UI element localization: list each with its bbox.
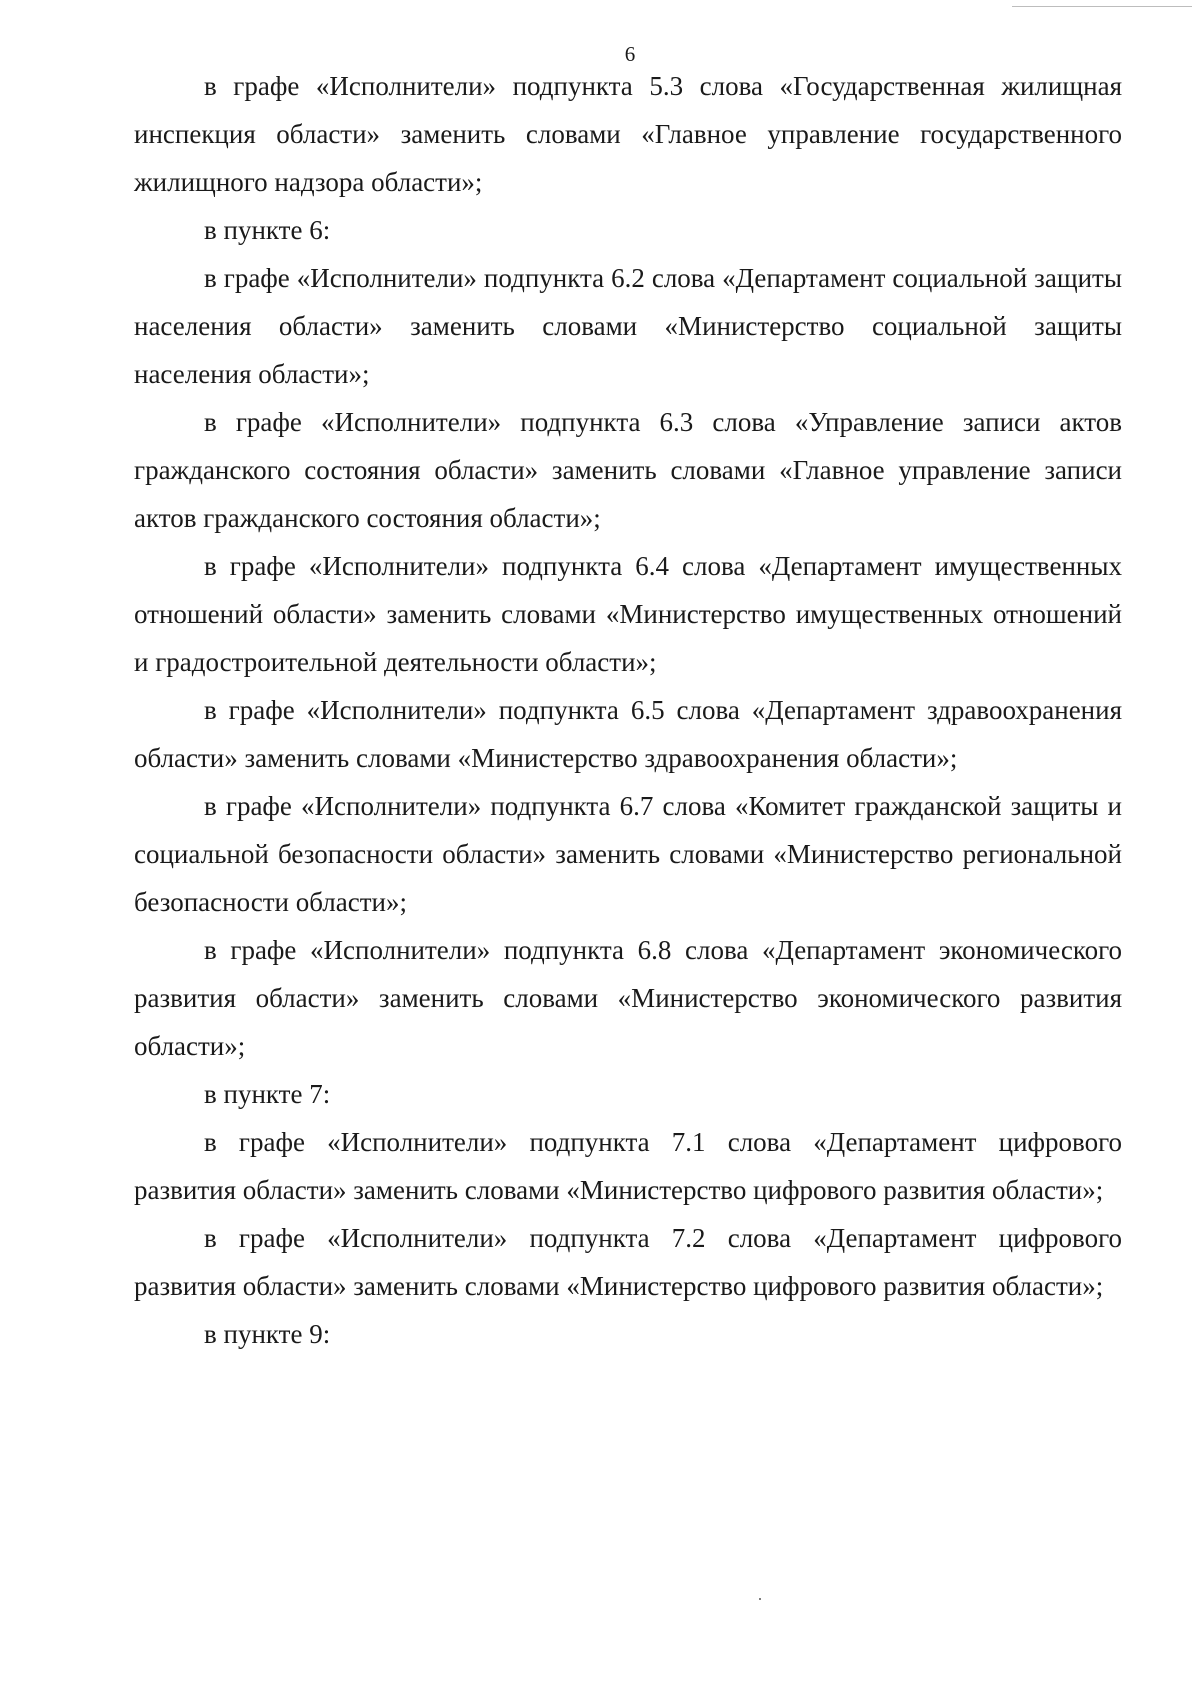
paragraph-7-2-digital-development: в графе «Исполнители» подпункта 7.2 слова «Департамент цифрового развития области» заменить словами «Министерство цифрового развития области»; <box>134 1223 1122 1301</box>
paragraph-point-9-heading: в пункте 9: <box>204 1319 331 1349</box>
paragraph-6-3-civil-registry: в графе «Исполнители» подпункта 6.3 слова «Управление записи актов гражданского состояния области» заменить словами «Главное управление записи актов гражданского состояния области»; <box>134 407 1122 533</box>
paragraph-6-7-civil-protection: в графе «Исполнители» подпункта 6.7 слова «Комитет гражданской защиты и социальной безопасности области» заменить словами «Министерство региональной безопасности области»; <box>134 791 1122 917</box>
scan-edge-mark <box>1012 0 1192 7</box>
paragraph-7-1-digital-development: в графе «Исполнители» подпункта 7.1 слова «Департамент цифрового развития области» заменить словами «Министерство цифрового развития области»; <box>134 1127 1122 1205</box>
paragraph-6-5-healthcare: в графе «Исполнители» подпункта 6.5 слова «Департамент здравоохранения области» заменить словами «Министерство здравоохранения области»; <box>134 695 1122 773</box>
scan-speck <box>759 1598 761 1600</box>
paragraph-6-8-economic-development: в графе «Исполнители» подпункта 6.8 слова «Департамент экономического развития области» заменить словами «Министерство экономического развития области»; <box>134 935 1122 1061</box>
page-number: 6 <box>624 42 636 66</box>
paragraph-5-3-housing-inspection: в графе «Исполнители» подпункта 5.3 слова «Государственная жилищная инспекция области» заменить словами «Главное управление государственного жилищного надзора области»; <box>134 71 1122 197</box>
paragraph-6-4-property-relations: в графе «Исполнители» подпункта 6.4 слова «Департамент имущественных отношений области» заменить словами «Министерство имущественных отношений и градостроительной деятельности области»; <box>134 551 1122 677</box>
document-body <box>134 62 1122 1358</box>
paragraph-point-6-heading: в пункте 6: <box>204 215 331 245</box>
paragraph-point-7-heading: в пункте 7: <box>204 1079 331 1109</box>
paragraph-6-2-social-protection: в графе «Исполнители» подпункта 6.2 слова «Департамент социальной защиты населения области» заменить словами «Министерство социальной защиты населения области»; <box>134 263 1122 389</box>
